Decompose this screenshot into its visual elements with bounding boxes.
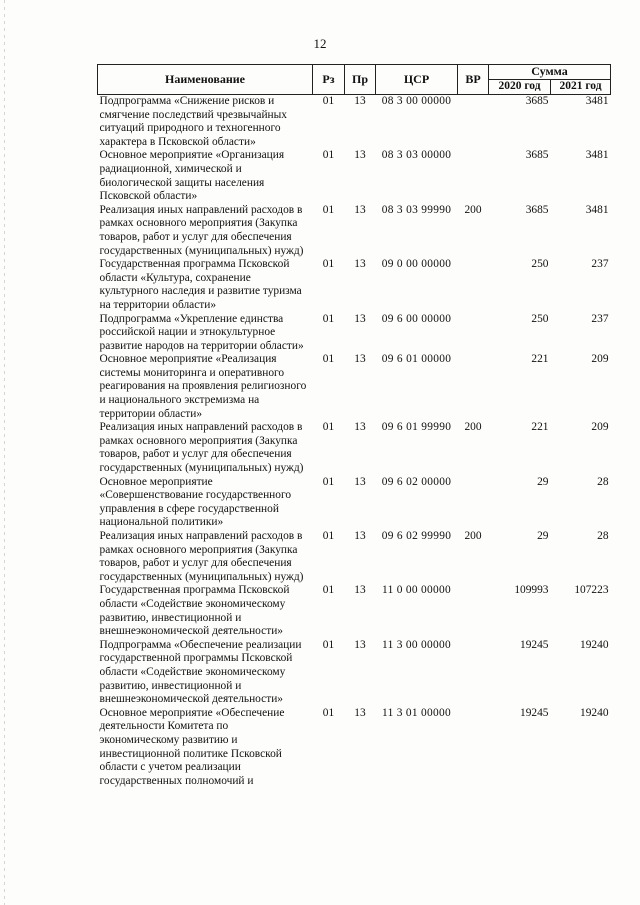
row-csr: 09 6 02 00000 [381, 475, 452, 488]
table-row [98, 421, 611, 475]
header-sum: Сумма [489, 65, 611, 80]
row-vr [458, 313, 489, 354]
row-name: Реализация иных направлений расходов в рамках основного мероприятия (Закупка товаров, работ и услуг для обеспечения государственных (муниципальных) нужд) [99, 203, 304, 257]
row-rz: 01 [322, 353, 335, 366]
row-sum-2021: 28 [597, 530, 609, 542]
row-sum-2021: 3481 [585, 203, 609, 216]
header-vr: ВР [458, 65, 489, 95]
row-pr: 13 [354, 706, 366, 719]
row-name: Подпрограмма «Снижение рисков и смягчение последствий чрезвычайных ситуаций природного и техногенного характера в Псковской области» [99, 95, 287, 148]
row-name: Государственная программа Псковской области «Содействие экономическому развитию, инвестиционной и внешнеэкономической деятельности» [99, 584, 290, 638]
row-rz: 01 [322, 638, 335, 651]
row-name: Реализация иных направлений расходов в рамках основного мероприятия (Закупка товаров, работ и услуг для обеспечения государственных (муниципальных) нужд) [99, 421, 304, 475]
header-pr: Пр [345, 65, 376, 95]
row-pr: 13 [354, 149, 366, 162]
page-number: 12 [313, 36, 327, 51]
row-sum-2021: 107223 [574, 584, 609, 597]
row-csr: 09 6 01 99990 [381, 421, 452, 434]
row-pr: 13 [354, 95, 366, 107]
row-sum-2020: 3685 [525, 149, 549, 162]
row-sum-2020: 250 [531, 258, 549, 271]
header-name: Наименование [98, 65, 313, 95]
row-name: Основное мероприятие «Совершенствование государственного управления в сфере государственной национальной политики» [99, 475, 292, 529]
row-sum-2021: 19240 [580, 706, 609, 719]
row-csr: 11 3 01 00000 [382, 706, 451, 719]
row-rz: 01 [322, 475, 335, 488]
header-rz: Рз [313, 65, 345, 95]
row-vr: 200 [464, 421, 482, 434]
row-vr [458, 584, 489, 638]
row-vr [458, 476, 489, 530]
row-rz: 01 [322, 312, 335, 325]
row-pr: 13 [354, 203, 366, 216]
row-name: Реализация иных направлений расходов в рамках основного мероприятия (Закупка товаров, работ и услуг для обеспечения государственных (муниципальных) нужд) [99, 530, 304, 583]
row-csr: 09 0 00 00000 [381, 258, 452, 271]
header-csr: ЦСР [376, 65, 458, 95]
table-row [98, 353, 611, 421]
table-row [98, 476, 611, 530]
row-name: Государственная программа Псковской области «Культура, сохранение культурного наследия и развитие туризма на территории области» [99, 258, 302, 311]
row-name: Подпрограмма «Укрепление единства российской нации и этнокультурное развитие народов на территории области» [99, 312, 304, 352]
row-pr: 13 [354, 530, 366, 542]
row-sum-2021: 209 [591, 421, 609, 434]
row-pr: 13 [354, 353, 366, 366]
row-sum-2020: 221 [531, 353, 549, 366]
row-sum-2021: 3481 [585, 95, 609, 107]
header-year-2020: 2020 год [489, 80, 551, 95]
row-sum-2021: 237 [591, 312, 609, 325]
row-csr: 09 6 02 99990 [381, 530, 452, 542]
row-sum-2021: 237 [591, 258, 609, 271]
row-sum-2020: 29 [537, 475, 549, 488]
row-sum-2020: 19245 [520, 706, 549, 719]
row-rz: 01 [322, 95, 335, 107]
row-csr: 09 6 01 00000 [381, 353, 452, 366]
row-sum-2020: 29 [537, 530, 549, 542]
row-name: Основное мероприятие «Обеспечение деятельности Комитета по экономическому развитию и инвестиционной политике Псковской области с учетом реализации государственных полномочий и [99, 706, 285, 787]
row-name: Основное мероприятие «Организация радиационной, химической и биологической защиты населения Псковской области» [99, 149, 285, 203]
row-vr [458, 639, 489, 707]
row-sum-2020: 19245 [520, 638, 549, 651]
row-sum-2020: 109993 [514, 584, 549, 597]
row-sum-2021: 19240 [580, 638, 609, 651]
row-rz: 01 [322, 203, 335, 216]
row-name: Основное мероприятие «Реализация системы мониторинга и оперативного реагирования на проявления религиозного и национального экстремизма на территории области» [99, 353, 307, 420]
table-row [98, 707, 611, 789]
row-vr [458, 258, 489, 312]
row-sum-2020: 250 [531, 312, 549, 325]
row-csr: 11 0 00 00000 [382, 584, 451, 597]
row-csr: 08 3 03 00000 [381, 149, 452, 162]
header-year-2021: 2021 год [551, 80, 611, 95]
row-sum-2020: 221 [531, 421, 549, 434]
row-csr: 11 3 00 00000 [382, 638, 451, 651]
row-vr [458, 95, 489, 150]
row-pr: 13 [354, 312, 366, 325]
row-sum-2020: 3685 [525, 203, 549, 216]
row-pr: 13 [354, 638, 366, 651]
table-row [98, 639, 611, 707]
row-name: Подпрограмма «Обеспечение реализации государственной программы Псковской области «Содействие экономическому развитию, инвестиционной и внешнеэкономической деятельности» [99, 638, 302, 706]
table-row [98, 204, 611, 258]
budget-table [97, 64, 611, 788]
row-csr: 08 3 00 00000 [381, 95, 452, 107]
row-rz: 01 [322, 706, 335, 719]
row-vr [458, 149, 489, 203]
row-rz: 01 [322, 421, 335, 434]
row-rz: 01 [322, 149, 335, 162]
row-pr: 13 [354, 475, 366, 488]
table-row [98, 95, 611, 150]
table-row [98, 584, 611, 638]
table-row [98, 313, 611, 354]
row-pr: 13 [354, 584, 366, 597]
table-row [98, 530, 611, 584]
row-rz: 01 [322, 584, 335, 597]
row-vr: 200 [464, 530, 482, 542]
row-sum-2020: 3685 [525, 95, 549, 107]
scan-edge [4, 0, 5, 905]
row-vr [458, 707, 489, 789]
row-sum-2021: 28 [597, 475, 609, 488]
row-rz: 01 [322, 530, 335, 542]
row-sum-2021: 3481 [585, 149, 609, 162]
row-vr: 200 [464, 203, 482, 216]
row-pr: 13 [354, 258, 366, 271]
row-sum-2021: 209 [591, 353, 609, 366]
row-pr: 13 [354, 421, 366, 434]
row-csr: 08 3 03 99990 [381, 203, 452, 216]
table-row [98, 258, 611, 312]
row-rz: 01 [322, 258, 335, 271]
table-row [98, 149, 611, 203]
row-csr: 09 6 00 00000 [381, 312, 452, 325]
row-vr [458, 353, 489, 421]
